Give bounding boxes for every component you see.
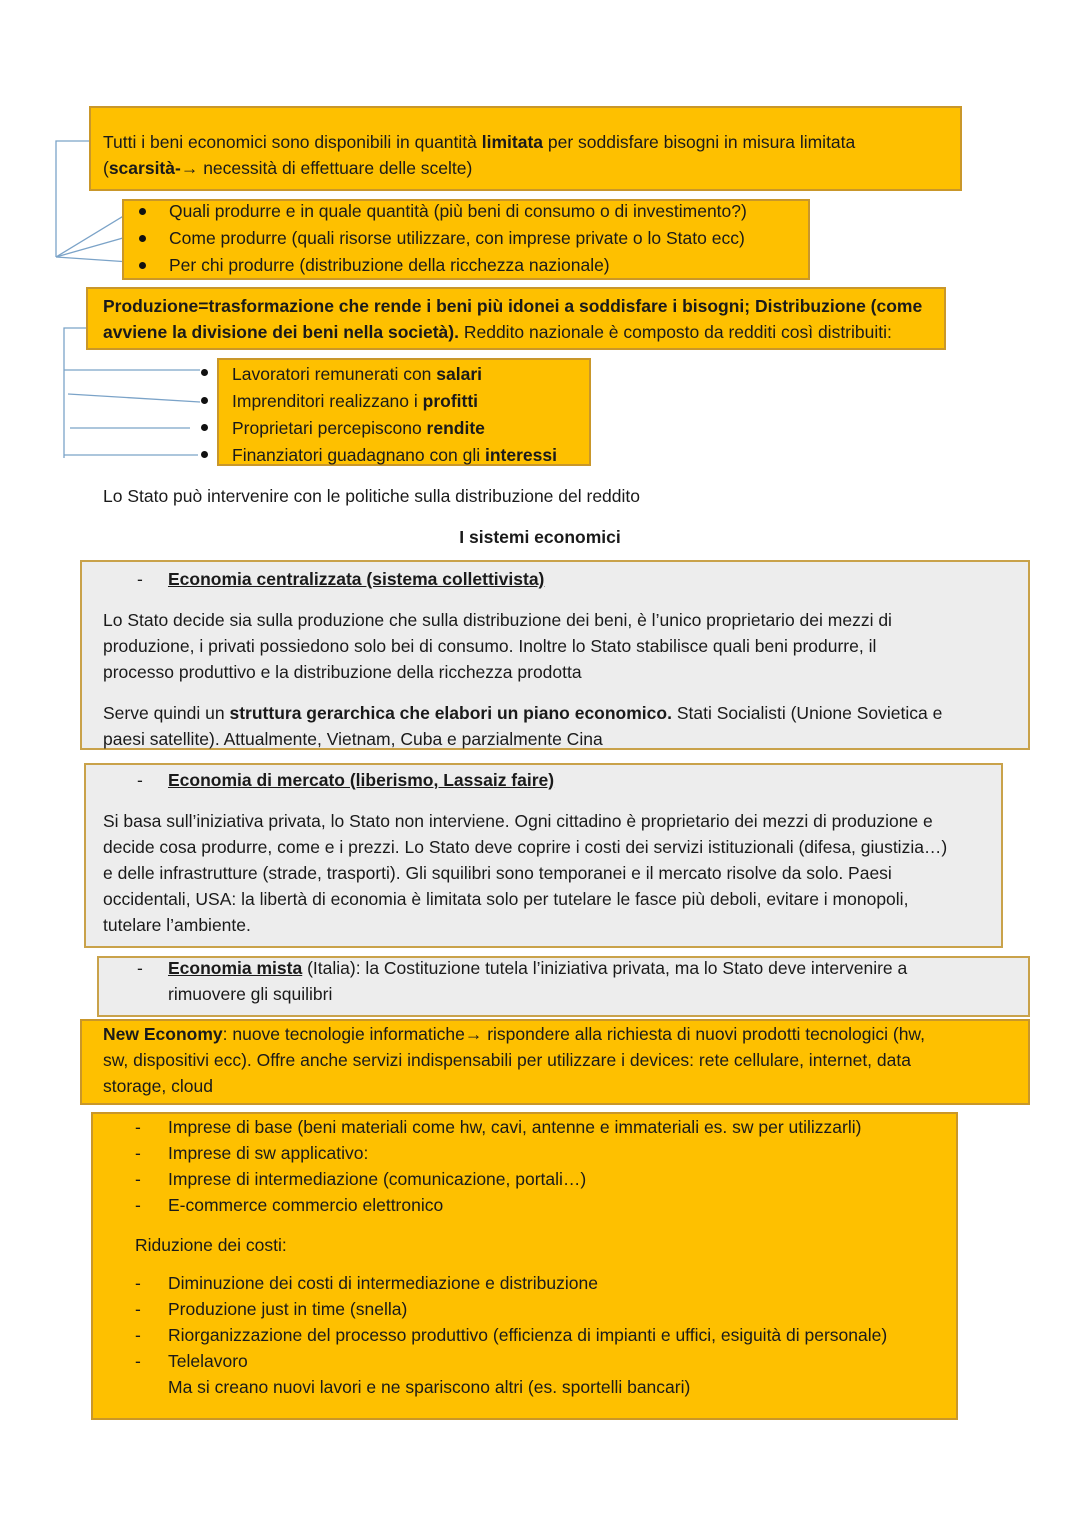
economic-choices-box [122,199,810,280]
mixed-economy-box [97,956,1030,1017]
market-text: Si basa sull’iniziativa privata, lo Stato non interviene. Ogni cittadino è proprietario dei mezzi di produzione e [103,811,933,831]
list-dash: - [135,1299,141,1319]
state-intervention-note: Lo Stato può intervenire con le politiche sulla distribuzione del reddito [103,486,640,506]
production-line-2: avviene la divisione dei beni nella società). Reddito nazionale è composto da redditi così distribuiti: [103,322,892,342]
market-economy-box [84,763,1003,948]
choice-item: Quali produrre e in quale quantità (più beni di consumo o di investimento?) [169,201,747,221]
income-item: Imprenditori realizzano i profitti [232,391,479,411]
new-economy-line-1: New Economy: nuove tecnologie informatiche→ rispondere alla richiesta di nuovi prodotti tecnologici (hw, [103,1024,925,1044]
section-title: I sistemi economici [459,527,621,547]
market-heading: Economia di mercato (liberismo, Lassaiz faire) [168,770,555,790]
bullet-icon [139,262,146,269]
bullet-icon [201,451,208,458]
list-dash: - [137,958,143,978]
market-text: tutelare l’ambiente. [103,915,251,935]
cost-reduction-item: Riorganizzazione del processo produttivo (efficienza di impianti e uffici, esiguità di personale) [168,1325,888,1345]
cost-reduction-item: Diminuzione dei costi di intermediazione e distribuzione [168,1273,598,1293]
cost-reduction-note: Ma si creano nuovi lavori e ne spariscono altri (es. sportelli bancari) [168,1377,691,1397]
list-dash: - [137,770,143,790]
enterprises-box [91,1112,958,1420]
bullet-icon [201,369,208,376]
enterprise-item: Imprese di base (beni materiali come hw, cavi, antenne e immateriali es. sw per utilizzarli) [168,1117,862,1137]
scarcity-line-2: (scarsità-→ necessità di effettuare delle scelte) [103,158,473,178]
bullet-icon [201,424,208,431]
choice-item: Per chi produrre (distribuzione della ricchezza nazionale) [169,255,610,275]
income-types-box [217,358,591,466]
market-text: occidentali, USA: la libertà di economia è limitata solo per tutelare le fasce più deboli, evitare i monopoli, [103,889,909,909]
enterprise-item: Imprese di sw applicativo: [168,1143,369,1163]
income-item: Proprietari percepiscono rendite [232,418,485,438]
production-distribution-box [86,287,946,350]
bullet-icon [139,208,146,215]
scarcity-line-1: Tutti i beni economici sono disponibili in quantità limitata per soddisfare bisogni in misura limitata [103,132,856,152]
new-economy-box [80,1019,1030,1105]
centralized-text: produzione, i privati possiedono solo bei di consumo. Inoltre lo Stato stabilisce quali beni produrre, il [103,636,877,656]
cost-reduction-item: Telelavoro [168,1351,248,1371]
cost-reduction-title: Riduzione dei costi: [135,1235,287,1255]
cost-reduction-item: Produzione just in time (snella) [168,1299,408,1319]
income-item: Finanziatori guadagnano con gli interessi [232,445,557,465]
mixed-line-1: Economia mista (Italia): la Costituzione tutela l’iniziativa privata, ma lo Stato deve intervenire a [168,958,908,978]
market-text: e delle infrastrutture (strade, trasporti). Gli squilibri sono temporanei e il mercato risolve da solo. Paesi [103,863,892,883]
market-text: decide cosa produrre, come e i prezzi. Lo Stato deve coprire i costi dei servizi istituzionali (difesa, giustizia…) [103,837,948,857]
enterprise-item: E-commerce commercio elettronico [168,1195,444,1215]
bullet-icon [139,235,146,242]
centralized-heading: Economia centralizzata (sistema collettivista) [168,569,545,589]
income-item: Lavoratori remunerati con salari [232,364,483,384]
scarcity-box [89,106,962,191]
centralized-text: processo produttivo e la distribuzione della ricchezza prodotta [103,662,582,682]
centralized-text: Lo Stato decide sia sulla produzione che sulla distribuzione dei beni, è l’unico proprietario dei mezzi di [103,610,892,630]
list-dash: - [135,1195,141,1215]
production-line-1: Produzione=trasformazione che rende i beni più idonei a soddisfare i bisogni; Distribuzione (come [103,296,923,316]
new-economy-line-3: storage, cloud [103,1076,213,1096]
bullet-icon [201,397,208,404]
list-dash: - [135,1143,141,1163]
choice-item: Come produrre (quali risorse utilizzare, con imprese private o lo Stato ecc) [169,228,745,248]
list-dash: - [135,1351,141,1371]
enterprise-item: Imprese di intermediazione (comunicazione, portali…) [168,1169,587,1189]
mixed-line-2: rimuovere gli squilibri [168,984,333,1004]
list-dash: - [135,1273,141,1293]
new-economy-line-2: sw, dispositivi ecc). Offre anche servizi indispensabili per utilizzare i devices: rete cellulare, internet, data [103,1050,911,1070]
centralized-economy-box [80,560,1030,750]
list-dash: - [135,1325,141,1345]
centralized-text: paesi satellite). Attualmente, Vietnam, Cuba e parzialmente Cina [103,729,603,749]
list-dash: - [137,569,143,589]
centralized-text: Serve quindi un struttura gerarchica che elabori un piano economico. Stati Socialisti (Unione Sovietica e [103,703,943,723]
list-dash: - [135,1117,141,1137]
list-dash: - [135,1169,141,1189]
